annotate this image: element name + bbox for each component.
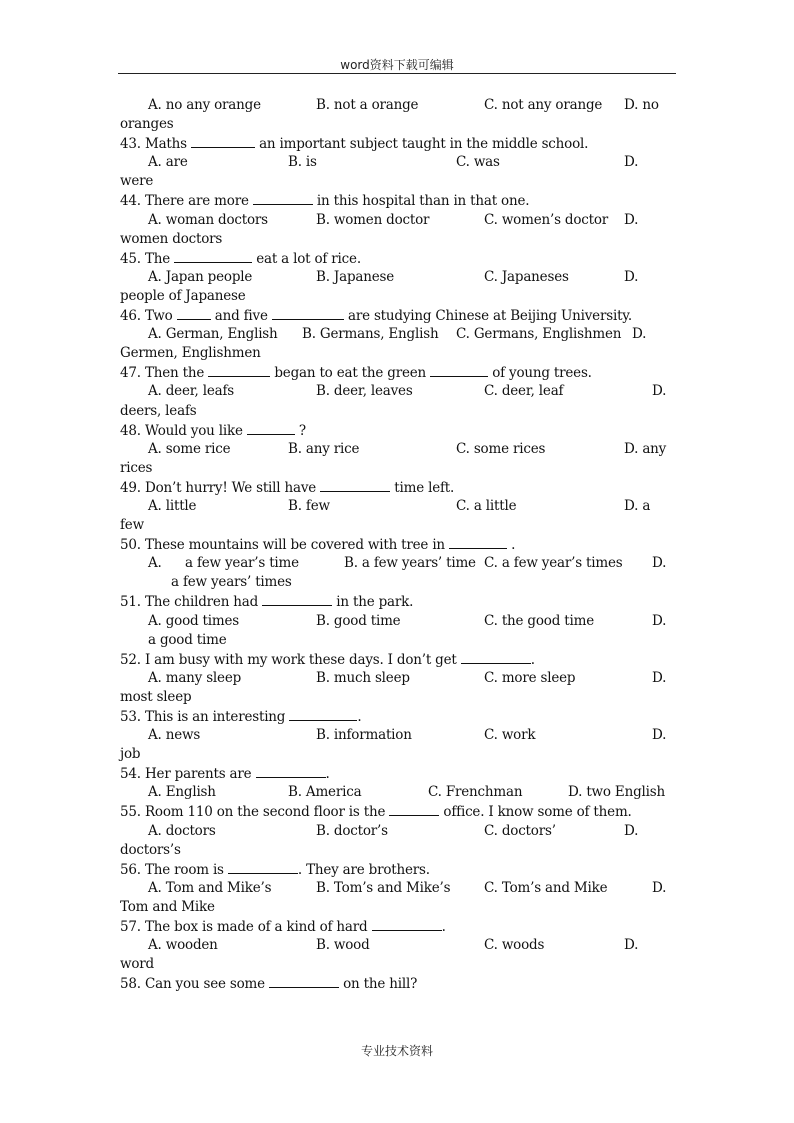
q54-option-a: A. English (148, 784, 216, 801)
q57-blank (372, 917, 442, 931)
q53-stem-part: . (357, 709, 362, 725)
q49-stem (120, 478, 676, 497)
q54-option-c: C. Frenchman (428, 784, 523, 801)
q52-stem-part: 52. I am busy with my work these days. I don’t get (120, 651, 461, 668)
q51-blank (262, 592, 332, 606)
q49-blank (320, 478, 390, 492)
q45-stem-part: eat a lot of rice. (252, 250, 361, 267)
q49-option-c: C. a little (456, 497, 517, 514)
q52-continuation: most sleep (120, 688, 192, 705)
page-header: word资料下载可编辑 (340, 58, 454, 72)
q54-blank (256, 764, 326, 778)
q50-stem-part: . (507, 537, 516, 554)
q57-option-b: B. wood (316, 937, 370, 954)
q47-continuation: deers, leafs (120, 402, 197, 419)
q49-continuation: few (120, 517, 144, 534)
q51-option-c: C. the good time (484, 612, 594, 629)
q45-option-c: C. Japaneses (484, 268, 569, 285)
q58-stem (120, 974, 676, 993)
q56-stem (120, 860, 676, 879)
q58-stem-part: on the hill? (339, 976, 418, 993)
q46-option-c: C. Germans, Englishmen (456, 326, 622, 343)
q56-option-d: D. (652, 879, 667, 896)
q44-blank (253, 191, 313, 205)
q50-option-c: C. a few year’s times (484, 555, 623, 572)
q43-blank (191, 134, 255, 148)
q57-option-a: A. wooden (148, 937, 218, 954)
q51-stem (120, 592, 676, 611)
q57-stem-part: . (441, 919, 446, 936)
q43-stem-part: an important subject taught in the middle school. (254, 136, 589, 153)
q53-option-b: B. information (316, 727, 412, 744)
question-list (120, 96, 676, 993)
q53-stem (120, 707, 676, 726)
q48-stem-part: 48. Would you like (120, 422, 247, 439)
q51-option-a: A. good times (148, 612, 240, 629)
q53-blank (289, 707, 357, 721)
q54-stem-part: . (325, 766, 330, 783)
q44-options (120, 211, 676, 230)
q45-stem-part: 45. The (120, 250, 175, 267)
q46-option-a: A. German, English (148, 326, 278, 343)
q52-option-c: C. more sleep (484, 669, 576, 686)
q58-blank (269, 974, 339, 988)
q49-option-b: B. few (288, 497, 330, 514)
q43-stem (120, 134, 676, 153)
q54-option-d: D. two English (568, 784, 665, 801)
q47-option-d: D. (652, 383, 667, 400)
q55-options (120, 822, 676, 841)
q50-option-a-letter: A. (148, 555, 162, 572)
q57-option-d: D. (624, 937, 639, 954)
q55-option-c: C. doctors’ (484, 822, 556, 839)
q45-continuation: people of Japanese (120, 287, 246, 304)
q45-options (120, 268, 676, 287)
q53-option-d: D. (652, 727, 667, 744)
q53-options (120, 726, 676, 745)
q56-option-c: C. Tom’s and Mike (484, 879, 608, 896)
q47-option-b: B. deer, leaves (316, 383, 413, 400)
q51-option-b: B. good time (316, 612, 401, 629)
q43-option-d: D. (624, 154, 639, 171)
q53-option-c: C. work (484, 727, 536, 744)
q44-stem-part: in this hospital than in that one. (312, 193, 530, 210)
q56-option-a: A. Tom and Mike’s (148, 879, 272, 896)
q55-stem-part: 55. Room 110 on the second floor is the (120, 804, 390, 821)
q42-continuation: oranges (120, 116, 174, 133)
q47-stem-part: 47. Then the (120, 365, 209, 382)
q44-option-a: A. woman doctors (148, 211, 268, 228)
q57-continuation: word (120, 956, 154, 973)
q47-stem-part: of young trees. (488, 365, 592, 382)
q54-stem-part: 54. Her parents are (120, 766, 256, 783)
q44-option-c: C. women’s doctor (484, 211, 609, 228)
page-footer: 专业技术资料 (360, 1044, 433, 1058)
q48-continuation: rices (120, 459, 153, 476)
q44-continuation: women doctors (120, 230, 223, 247)
q46-option-b: B. Germans, English (302, 326, 439, 343)
q56-options (120, 879, 676, 898)
q43-option-c: C. was (456, 154, 500, 171)
q55-blank (389, 802, 439, 816)
q46-stem (120, 306, 676, 325)
q46-continuation: Germen, Englishmen (120, 345, 261, 362)
q47-option-c: C. deer, leaf (484, 383, 564, 400)
q51-stem-part: 51. The children had (120, 594, 263, 611)
q50-stem-part: 50. These mountains will be covered with tree in (120, 537, 450, 554)
q56-option-b: B. Tom’s and Mike’s (316, 879, 451, 896)
q47-options (120, 382, 676, 401)
q46-stem-part: are studying Chinese at Beijing University. (343, 308, 633, 325)
q43-continuation: were (120, 173, 154, 190)
q50-option-a: a few year’s time (185, 555, 299, 572)
q57-stem (120, 917, 676, 936)
q48-stem-part: ? (294, 422, 306, 439)
q46-stem-part: 46. Two (120, 308, 177, 325)
q46-option-d: D. (632, 326, 647, 343)
q48-option-d: D. any (624, 440, 667, 457)
q45-option-d: D. (624, 268, 639, 285)
q43-option-b: B. is (288, 154, 317, 171)
q52-stem-part: . (530, 651, 535, 668)
q56-stem-part: 56. The room is (120, 861, 228, 878)
q47-blank-1 (208, 363, 270, 377)
q43-stem-part: 43. Maths (120, 136, 191, 153)
q55-option-d: D. (624, 822, 639, 839)
q48-blank (247, 421, 295, 435)
q53-continuation: job (120, 746, 141, 763)
q50-options (120, 554, 676, 573)
q45-blank (174, 249, 252, 263)
q42-option-b: B. not a orange (316, 97, 419, 113)
q49-stem-part: 49. Don’t hurry! We still have (120, 479, 321, 496)
q49-option-a: A. little (148, 497, 197, 514)
q51-continuation: a good time (148, 631, 227, 648)
q56-stem-part: . They are brothers. (297, 861, 430, 878)
q52-option-a: A. many sleep (148, 669, 242, 686)
q56-continuation: Tom and Mike (120, 898, 215, 915)
q56-blank (228, 860, 298, 874)
q54-option-b: B. America (288, 784, 362, 801)
q57-options (120, 936, 676, 955)
q50-option-d: D. (652, 555, 667, 572)
q49-stem-part: time left. (390, 479, 455, 496)
q52-option-d: D. (652, 669, 667, 686)
header-divider (118, 73, 676, 74)
q55-option-a: A. doctors (148, 822, 216, 839)
q48-option-c: C. some rices (456, 440, 546, 457)
q51-options (120, 612, 676, 631)
q45-option-a: A. Japan people (148, 268, 253, 285)
q53-option-a: A. news (148, 727, 201, 744)
q47-stem-part: began to eat the green (270, 365, 431, 382)
q50-option-b: B. a few years’ time (344, 555, 476, 572)
q42-option-c: C. not any orange (484, 97, 603, 113)
q55-option-b: B. doctor’s (316, 822, 388, 839)
q42-option-d: D. no (624, 97, 659, 113)
q51-stem-part: in the park. (332, 594, 414, 611)
q48-stem (120, 421, 676, 440)
q48-option-b: B. any rice (288, 440, 360, 457)
q52-stem (120, 650, 676, 669)
q55-stem (120, 802, 676, 821)
q55-continuation: doctors’s (120, 841, 181, 858)
q49-options (120, 497, 676, 516)
q45-stem (120, 249, 676, 268)
q47-blank-2 (430, 363, 488, 377)
q46-options (120, 325, 676, 344)
q58-stem-part: 58. Can you see some (120, 976, 270, 993)
q43-option-a: A. are (148, 154, 188, 171)
q54-options (120, 783, 676, 802)
q49-option-d: D. a (624, 497, 651, 514)
q57-stem-part: 57. The box is made of a kind of hard (120, 919, 372, 936)
q51-option-d: D. (652, 612, 667, 629)
q57-option-c: C. woods (484, 937, 545, 954)
q43-options (120, 153, 676, 172)
q54-stem (120, 764, 676, 783)
q44-stem (120, 191, 676, 210)
q45-option-b: B. Japanese (316, 268, 395, 285)
q48-option-a: A. some rice (148, 440, 231, 457)
q44-stem-part: 44. There are more (120, 193, 253, 210)
q50-continuation: a few years’ times (171, 574, 292, 591)
q46-blank-2 (272, 306, 344, 320)
q52-options (120, 669, 676, 688)
q50-stem (120, 535, 676, 554)
q44-option-d: D. (624, 211, 639, 228)
q52-option-b: B. much sleep (316, 669, 410, 686)
q42-option-a: A. no any orange (148, 97, 261, 113)
q47-option-a: A. deer, leafs (148, 383, 234, 400)
q44-option-b: B. women doctor (316, 211, 430, 228)
q46-stem-part: and five (210, 308, 272, 325)
q53-stem-part: 53. This is an interesting (120, 709, 290, 725)
q48-options (120, 440, 676, 459)
q50-blank (449, 535, 507, 549)
q55-stem-part: office. I know some of them. (439, 804, 632, 821)
q46-blank-1 (177, 306, 211, 320)
q42-options (120, 96, 676, 115)
q52-blank (461, 650, 531, 664)
q47-stem (120, 363, 676, 382)
